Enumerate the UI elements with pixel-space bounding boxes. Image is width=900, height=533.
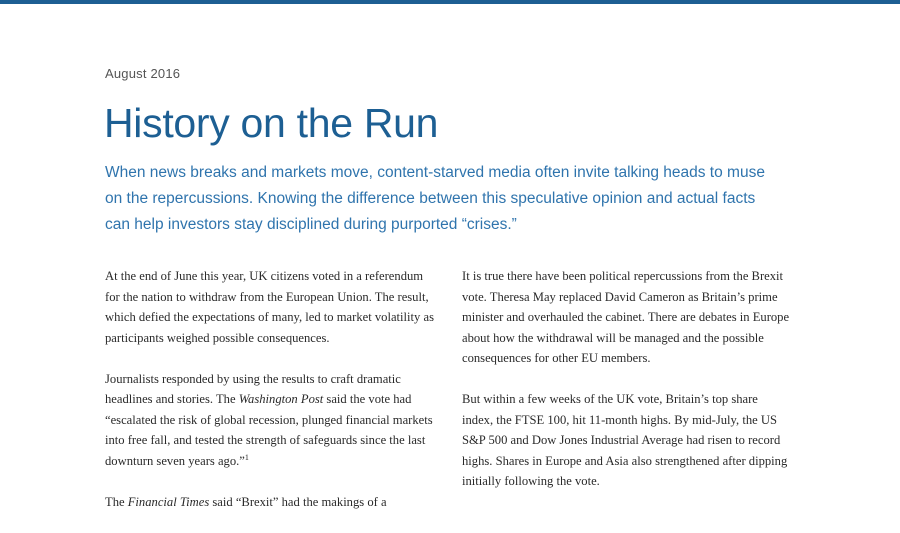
paragraph: It is true there have been political repercussions from the Brexit vote. Theresa May replaced David Cameron as Britain’s prime minister and overhauled the cabinet. There are debates in Europe about how the withdrawal will be managed and the possible consequences for other EU members. [462, 269, 790, 365]
paragraph [105, 369, 435, 472]
page-title: History on the Run [104, 100, 439, 146]
paragraph-text: said “Brexit” had the makings of a [209, 494, 387, 509]
quote-text: said the vote had “escalated the risk of global recession, plunged financial markets into free fall, and tested the strength of safeguards since the last downturn seven years ago.” [105, 392, 433, 468]
footnote-marker: 1 [244, 452, 249, 462]
deck-summary: When news breaks and markets move, content-starved media often invite talking heads to muse on the repercussions. Knowing the difference between this speculative opinion and actual facts can help investors stay disciplined during purported “crises.” [105, 164, 765, 233]
paragraph [105, 492, 435, 513]
paragraph-text: The [105, 494, 128, 509]
left-column [105, 266, 435, 533]
right-column [462, 266, 792, 512]
paragraph-text: Journalists responded by using the results to craft dramatic headlines and stories. The [105, 371, 401, 406]
source-name: Washington Post [238, 392, 324, 406]
paragraph: But within a few weeks of the UK vote, Britain’s top share index, the FTSE 100, hit 11-month highs. By mid-July, the US S&P 500 and Dow Jones Industrial Average had risen to record highs. Shares in Europe and Asia also strengthened after dipping initially following the vote. [462, 392, 788, 488]
publication-date: August 2016 [105, 66, 181, 81]
paragraph: At the end of June this year, UK citizens voted in a referendum for the nation to withdraw from the European Union. The result, which defied the expectations of many, led to market volatility as participants weighed possible consequences. [105, 269, 434, 345]
top-rule [0, 0, 900, 4]
source-name: Financial Times [127, 494, 210, 509]
